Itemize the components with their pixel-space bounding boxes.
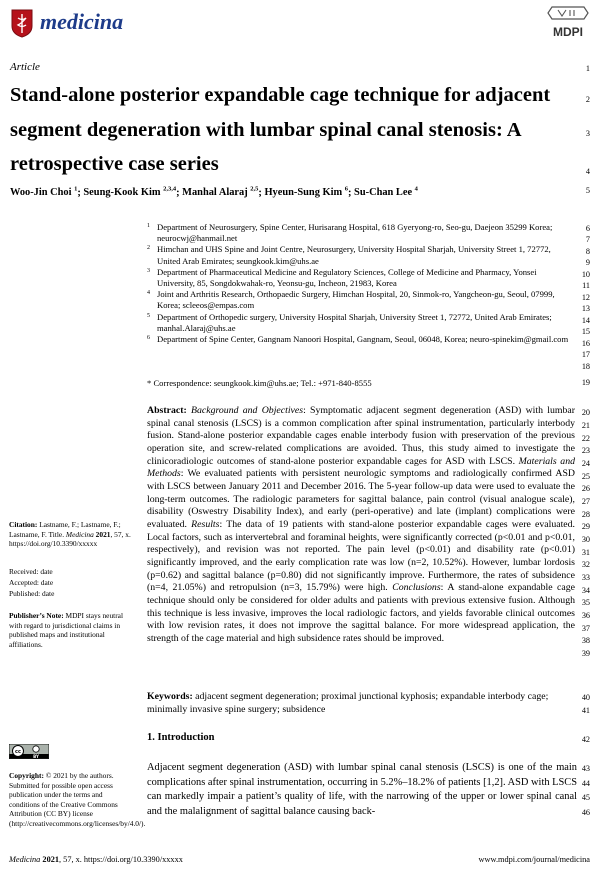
line-number: 5 [585,186,590,195]
line-number: 3 [585,129,590,138]
footer-year: 2021 [40,855,60,864]
line-number: 33 [581,573,590,582]
line-number: 10 [581,270,590,279]
line-number: 23 [581,446,590,455]
affiliation-number: 4 [147,290,150,297]
line-number: 37 [581,624,590,633]
line-number: 42 [581,735,590,744]
abstract-results: : The data of 19 patients with stand-alone posterior expandable cages were evaluated. Local factors, such as intervertebral and foraminal heights, were significantly corrected (p<0.01 and p<0.01, respectively), and revision was not reported. The pain level (p<0.01) and disability rate (p<0.01) significantly improved, and the early complication rate was low (n=2, 10.52%). However, lumbar lordosis (p=0.62) and sagittal balance (p=0.80) did not significantly improve. Furthermore, the rates of subsidence (n=4, 21.05%) and retropulsion (n=3, 15.79%) were high. [147,518,575,594]
citation-text: Lastname, F.; Lastname, F.; Lastname, F. Title. [9,520,121,539]
author-list: Woo-Jin Choi $^1$; Seung-Kook Kim $^{2,3,4}$; Manhal Alaraj $^{2,5}$; Hyeun-Sung Kim $^6$; Su-Chan Lee $^4$ [10,186,418,199]
author-affiliation-number: 4 [414,186,418,193]
line-number: 29 [581,522,590,531]
affiliation-item [147,267,572,289]
author-affiliation-number: 2,5 [250,186,259,193]
affiliation-number: 1 [147,223,150,229]
line-number: 9 [585,258,590,267]
author-name: Woo-Jin Choi $^1$ [10,186,78,199]
line-number: 44 [581,779,590,788]
footer-journal-url: www.mdpi.com/journal/medicina [478,855,590,864]
line-number: 25 [581,472,590,481]
line-number: 8 [585,247,590,256]
line-number: 20 [581,408,590,417]
line-number-column [568,0,590,873]
author-affiliation-number: 6 [344,186,348,193]
line-number: 12 [581,293,590,302]
author-affiliation-number: 1 [74,186,78,193]
affiliation-number: 6 [147,335,150,342]
published-date: Published: date [9,589,55,598]
line-number: 27 [581,497,590,506]
citation-rest: , 57, x. https://doi.org/10.3390/xxxxx [9,529,131,549]
affiliation-text: Department of Orthopedic surgery, University Hospital Sharjah, University Street 1, 72772, United Arab Emirates; manhal.Alaraj@uhs.ae [157,311,552,333]
author-name: Manhal Alaraj $^{2,5}$ [182,186,259,199]
line-number: 7 [585,235,590,244]
affiliation-text: Department of Neurosurgery, Spine Center, Hurisarang Hospital, 618 Gyeryong-ro, Seo-gu, Daejeon 35299 Korea; neurocwj@hanmail.net [157,222,553,244]
line-number: 19 [581,378,590,387]
section-heading-introduction: 1. Introduction [147,732,215,743]
line-number: 30 [581,535,590,544]
line-number: 17 [581,350,590,359]
abstract-methods-label: Materials and Methods [147,455,576,480]
copyright-text: © 2021 by the authors. Submitted for possible open access publication under the terms and conditions of the Creative Commons Attribution (CC BY) license (http://creativecommons.org/licenses/by/4.0/). [9,771,146,828]
affiliation-text: Himchan and UHS Spine and Joint Centre, Neurosurgery, University Hospital Sharjah, University Street 1, 72772, United Arab Emirates; seungkook.kim@uhs.ae [157,244,551,266]
line-number: 45 [581,793,590,802]
author-name: Seung-Kook Kim $^{2,3,4}$ [83,186,177,199]
cc-by-license-icon [9,744,49,759]
citation-label: Citation: [9,520,38,529]
line-number: 15 [581,327,590,336]
line-number: 43 [581,764,590,773]
line-number: 14 [581,316,590,325]
line-number: 32 [581,560,590,569]
line-number: 13 [581,304,590,313]
abstract-background-label: Background and Objectives [190,405,304,416]
footer-citation [9,855,183,864]
line-number: 34 [581,586,590,595]
abstract-results-label: Results [191,518,220,530]
citation-journal: Medicina [65,529,94,539]
line-number: 40 [581,693,590,702]
line-number: 41 [581,706,590,715]
line-number: 36 [581,611,590,620]
citation-block [9,520,131,549]
affiliation-text: Department of Pharmaceutical Medicine and Regulatory Sciences, College of Medicine and Pharmacy, Yonsei University, 85, Songdokwahak-ro, Yeonsu-gu, Incheon, 21983, Korea [157,266,537,289]
affiliation-number: 3 [147,267,150,274]
abstract [147,405,575,645]
affiliation-item [147,334,572,345]
line-number: 1 [585,64,590,73]
line-number: 2 [585,95,590,104]
affiliation-item [147,244,572,266]
affiliation-text: Department of Spine Center, Gangnam Nanoori Hospital, Gangnam, Seoul, 06048, Korea; neuro-spinekim@gmail.com [157,334,569,345]
abstract-background: : Symptomatic adjacent segment degeneration (ASD) with lumbar spinal canal stenosis (LSCS) is a common complication after spinal instrumentation, particularly interbody fusion. Stand-alone posterior expandable cages enable interbody fusion with preservation of the previous operation site, and screw-related complications are avoided. Thus, this study aimed to investigate the clinicoradiologic outcomes of stand-alone posterior expandable cages for ASD with LSCS. [147,405,575,467]
journal-name: medicina [40,9,124,34]
author-name: Su-Chan Lee $^4$ [354,186,418,199]
abstract-conclusions: : A stand-alone expandable cage technique should only be considered for older adults and patients with previous extensive fusion. Although this technique is less invasive, improves the local radiologic factors, and yields favorable clinical outcomes with low revision rates, it does not improve the sagittal balance. For more widespread application, the strength of the cage material and high subsidence rates should be improved. [147,582,575,644]
correspondence: * Correspondence: seungkook.kim@uhs.ae; Tel.: +971-840-8555 [147,378,372,388]
affiliation-item [147,312,572,334]
publisher-note-label: Publisher’s Note: [9,611,64,620]
line-number: 26 [581,484,590,493]
abstract-conclusions-label: Conclusions [392,582,441,594]
line-number: 16 [581,339,590,348]
paper-title: Stand-alone posterior expandable cage technique for adjacent segment degeneration with lumbar spinal canal stenosis: A retrospective case series [10,84,551,175]
introduction-paragraph: Adjacent segment degeneration (ASD) with lumbar spinal canal stenosis (LSCS) is one of the main complications after spinal instrumentation, occurring in 5.2%–18.2% of patients [1,2]. ASD with LSCS can markedly impair a patient’s quality of life, with the narrowing of the upper or lower spinal canal and the malalignment of sagittal balance causing back- [147,762,577,818]
citation-year: 2021 [93,529,111,539]
line-number: 35 [581,598,590,607]
line-number: 11 [582,281,590,290]
footer-journal: Medicina [9,855,41,864]
affiliation-list [147,222,572,345]
line-number: 18 [581,362,590,371]
publisher-name: MDPI [553,25,583,39]
line-number: 6 [585,224,590,233]
author-name: Hyeun-Sung Kim $^6$ [264,186,348,199]
line-number: 38 [581,636,590,645]
received-date: Received: date [9,567,53,576]
copyright-note [9,771,146,829]
affiliation-text: Joint and Arthritis Research, Orthopaedic Surgery, Himchan Hospital, 20, Sinmok-ro, Yangcheon-gu, Seoul, 07999, Korea; scleeos@empas.com [157,289,555,311]
line-number: 46 [581,808,590,817]
keywords-text: adjacent segment degeneration; proximal junctional kyphosis; expandable interbody cage; minimally invasive spine surgery; subsidence [147,691,549,715]
keywords [147,691,575,716]
line-number: 22 [581,434,590,443]
abstract-label: Abstract: [147,405,187,416]
abstract-methods: : We evaluated patients with persistent neurologic symptoms and radiologically confirmed ASD with LSCS between January 2011 and December 2016. The 5-year follow-up data were used to evaluate the long-term outcomes. The radiologic parameters for sagittal balance, pain control (visual analogue scale), disability (Oswestry Disability Index), and early (peri-operative) and late (implant) complications were evaluated. [147,468,575,530]
line-number: 21 [581,421,590,430]
publisher-note [9,611,131,649]
line-number: 28 [581,510,590,519]
svg-text:BY: BY [33,754,39,759]
copyright-label: Copyright: [9,771,44,780]
affiliation-number: 5 [147,312,150,319]
accepted-date: Accepted: date [9,578,54,587]
footer-doi: , 57, x. https://doi.org/10.3390/xxxxx [59,855,183,864]
line-number: 24 [581,459,590,468]
line-number: 31 [581,548,590,557]
article-type: Article [10,61,40,73]
affiliation-item [147,222,572,244]
publisher-note-text: MDPI stays neutral with regard to jurisdictional claims in published maps and institutional affiliations. [9,611,123,649]
author-affiliation-number: 2,3,4 [163,186,177,193]
affiliation-item [147,289,572,311]
affiliation-number: 2 [147,245,150,252]
journal-logo-icon [10,8,34,38]
line-number: 4 [585,167,590,176]
line-number: 39 [581,649,590,658]
svg-text:cc: cc [15,749,21,755]
keywords-label: Keywords: [147,691,193,702]
